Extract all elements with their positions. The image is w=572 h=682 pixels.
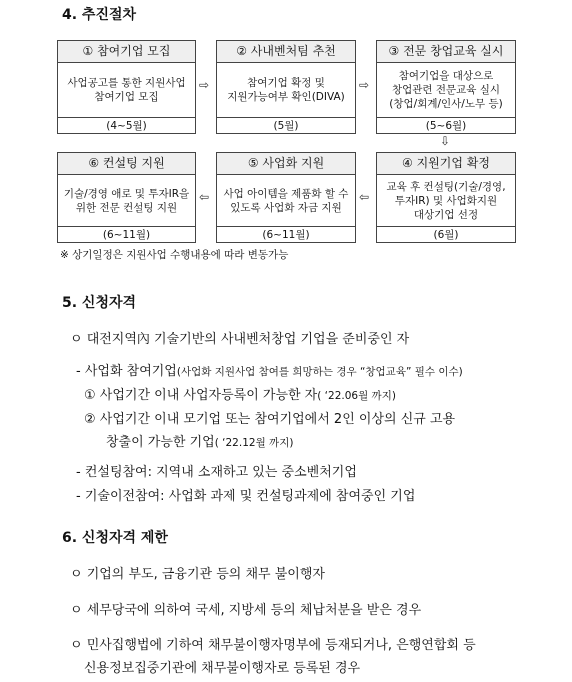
step-1-body: 사업공고를 통한 지원사업 참여기업 모집 (67, 77, 186, 103)
restriction-item-3: ㅇ 민사집행법에 기하여 채무불이행자명부에 등재되거나, 은행연합회 등 (70, 638, 476, 653)
sub-label: - 사업화 참여기업 (76, 364, 177, 379)
eligibility-item-1 (84, 384, 396, 403)
step-3-period: (5~6월) (377, 117, 515, 135)
step-5-label: ⑤ 사업화 지원 (217, 153, 355, 175)
eligibility-sub-tech-transfer: - 기술이전참여: 사업화 과제 및 컨설팅과제에 참여중인 기업 (76, 489, 416, 504)
step-6-box (57, 152, 196, 243)
section-4-title: 4. 추진절차 (62, 7, 137, 23)
step-2-body: 참여기업 확정 및 지원가능여부 확인(DIVA) (227, 77, 345, 103)
restriction-item-3-line-2: 신용정보집중기관에 채무불이행자로 등록된 경우 (84, 661, 361, 676)
arrow-right-icon: ⇨ (359, 78, 370, 92)
step-3-box (376, 40, 516, 134)
arrow-down-icon: ⇩ (440, 134, 451, 148)
step-6-period: (6~11월) (58, 226, 195, 244)
step-2-label: ② 사내벤처팀 추천 (217, 41, 355, 63)
step-5-box (216, 152, 356, 243)
item-2-text: 창출이 가능한 기업 (106, 435, 215, 450)
section-5-title: 5. 신청자격 (62, 295, 137, 311)
step-1-period: (4~5월) (58, 117, 195, 135)
eligibility-main: ㅇ 대전지역內 기술기반의 사내벤처창업 기업을 준비중인 자 (70, 332, 410, 347)
step-4-box (376, 152, 516, 243)
step-5-body: 사업 아이템을 제품화 할 수 있도록 사업화 자금 지원 (223, 187, 349, 214)
eligibility-item-2-line-2 (106, 431, 293, 450)
sub-note: (사업화 지원사업 참여를 희망하는 경우 “창업교육” 필수 이수) (176, 366, 463, 378)
item-1-text: ① 사업기간 이내 사업자등록이 가능한 자 (84, 388, 318, 403)
step-3-body: 참여기업을 대상으로 창업관련 전문교육 실시 (창업/회계/인사/노무 등) (389, 70, 503, 110)
step-4-period: (6월) (377, 226, 515, 244)
arrow-right-icon: ⇨ (199, 78, 210, 92)
eligibility-sub-consulting: - 컨설팅참여: 지역내 소재하고 있는 중소벤처기업 (76, 465, 357, 480)
step-6-label: ⑥ 컨설팅 지원 (58, 153, 195, 175)
eligibility-sub-commercialization (76, 360, 463, 379)
step-1-label: ① 참여기업 모집 (58, 41, 195, 63)
item-2-note: ( ‘22.12월 까지) (214, 437, 294, 449)
schedule-note: ※ 상기일정은 지원사업 수행내용에 따라 변동가능 (60, 249, 289, 261)
step-2-period: (5월) (217, 117, 355, 135)
restriction-item-1: ㅇ 기업의 부도, 금융기관 등의 채무 불이행자 (70, 567, 325, 582)
arrow-left-icon: ⇦ (199, 190, 210, 204)
eligibility-item-2-line-1: ② 사업기간 이내 모기업 또는 참여기업에서 2인 이상의 신규 고용 (84, 412, 456, 427)
step-4-body: 교육 후 컨설팅(기술/경영, 투자IR) 및 사업화지원 대상기업 선정 (386, 180, 506, 221)
arrow-left-icon: ⇦ (359, 190, 370, 204)
step-2-box (216, 40, 356, 134)
item-1-note: ( ‘22.06월 까지) (317, 390, 396, 402)
step-4-label: ④ 지원기업 확정 (377, 153, 515, 175)
step-1-box (57, 40, 196, 134)
step-5-period: (6~11월) (217, 226, 355, 244)
step-3-label: ③ 전문 창업교육 실시 (377, 41, 515, 63)
step-6-body: 기술/경영 애로 및 투자IR을 위한 전문 컨설팅 지원 (63, 187, 190, 214)
section-6-title: 6. 신청자격 제한 (62, 530, 168, 546)
restriction-item-2: ㅇ 세무당국에 의하여 국세, 지방세 등의 체납처분을 받은 경우 (70, 603, 422, 618)
